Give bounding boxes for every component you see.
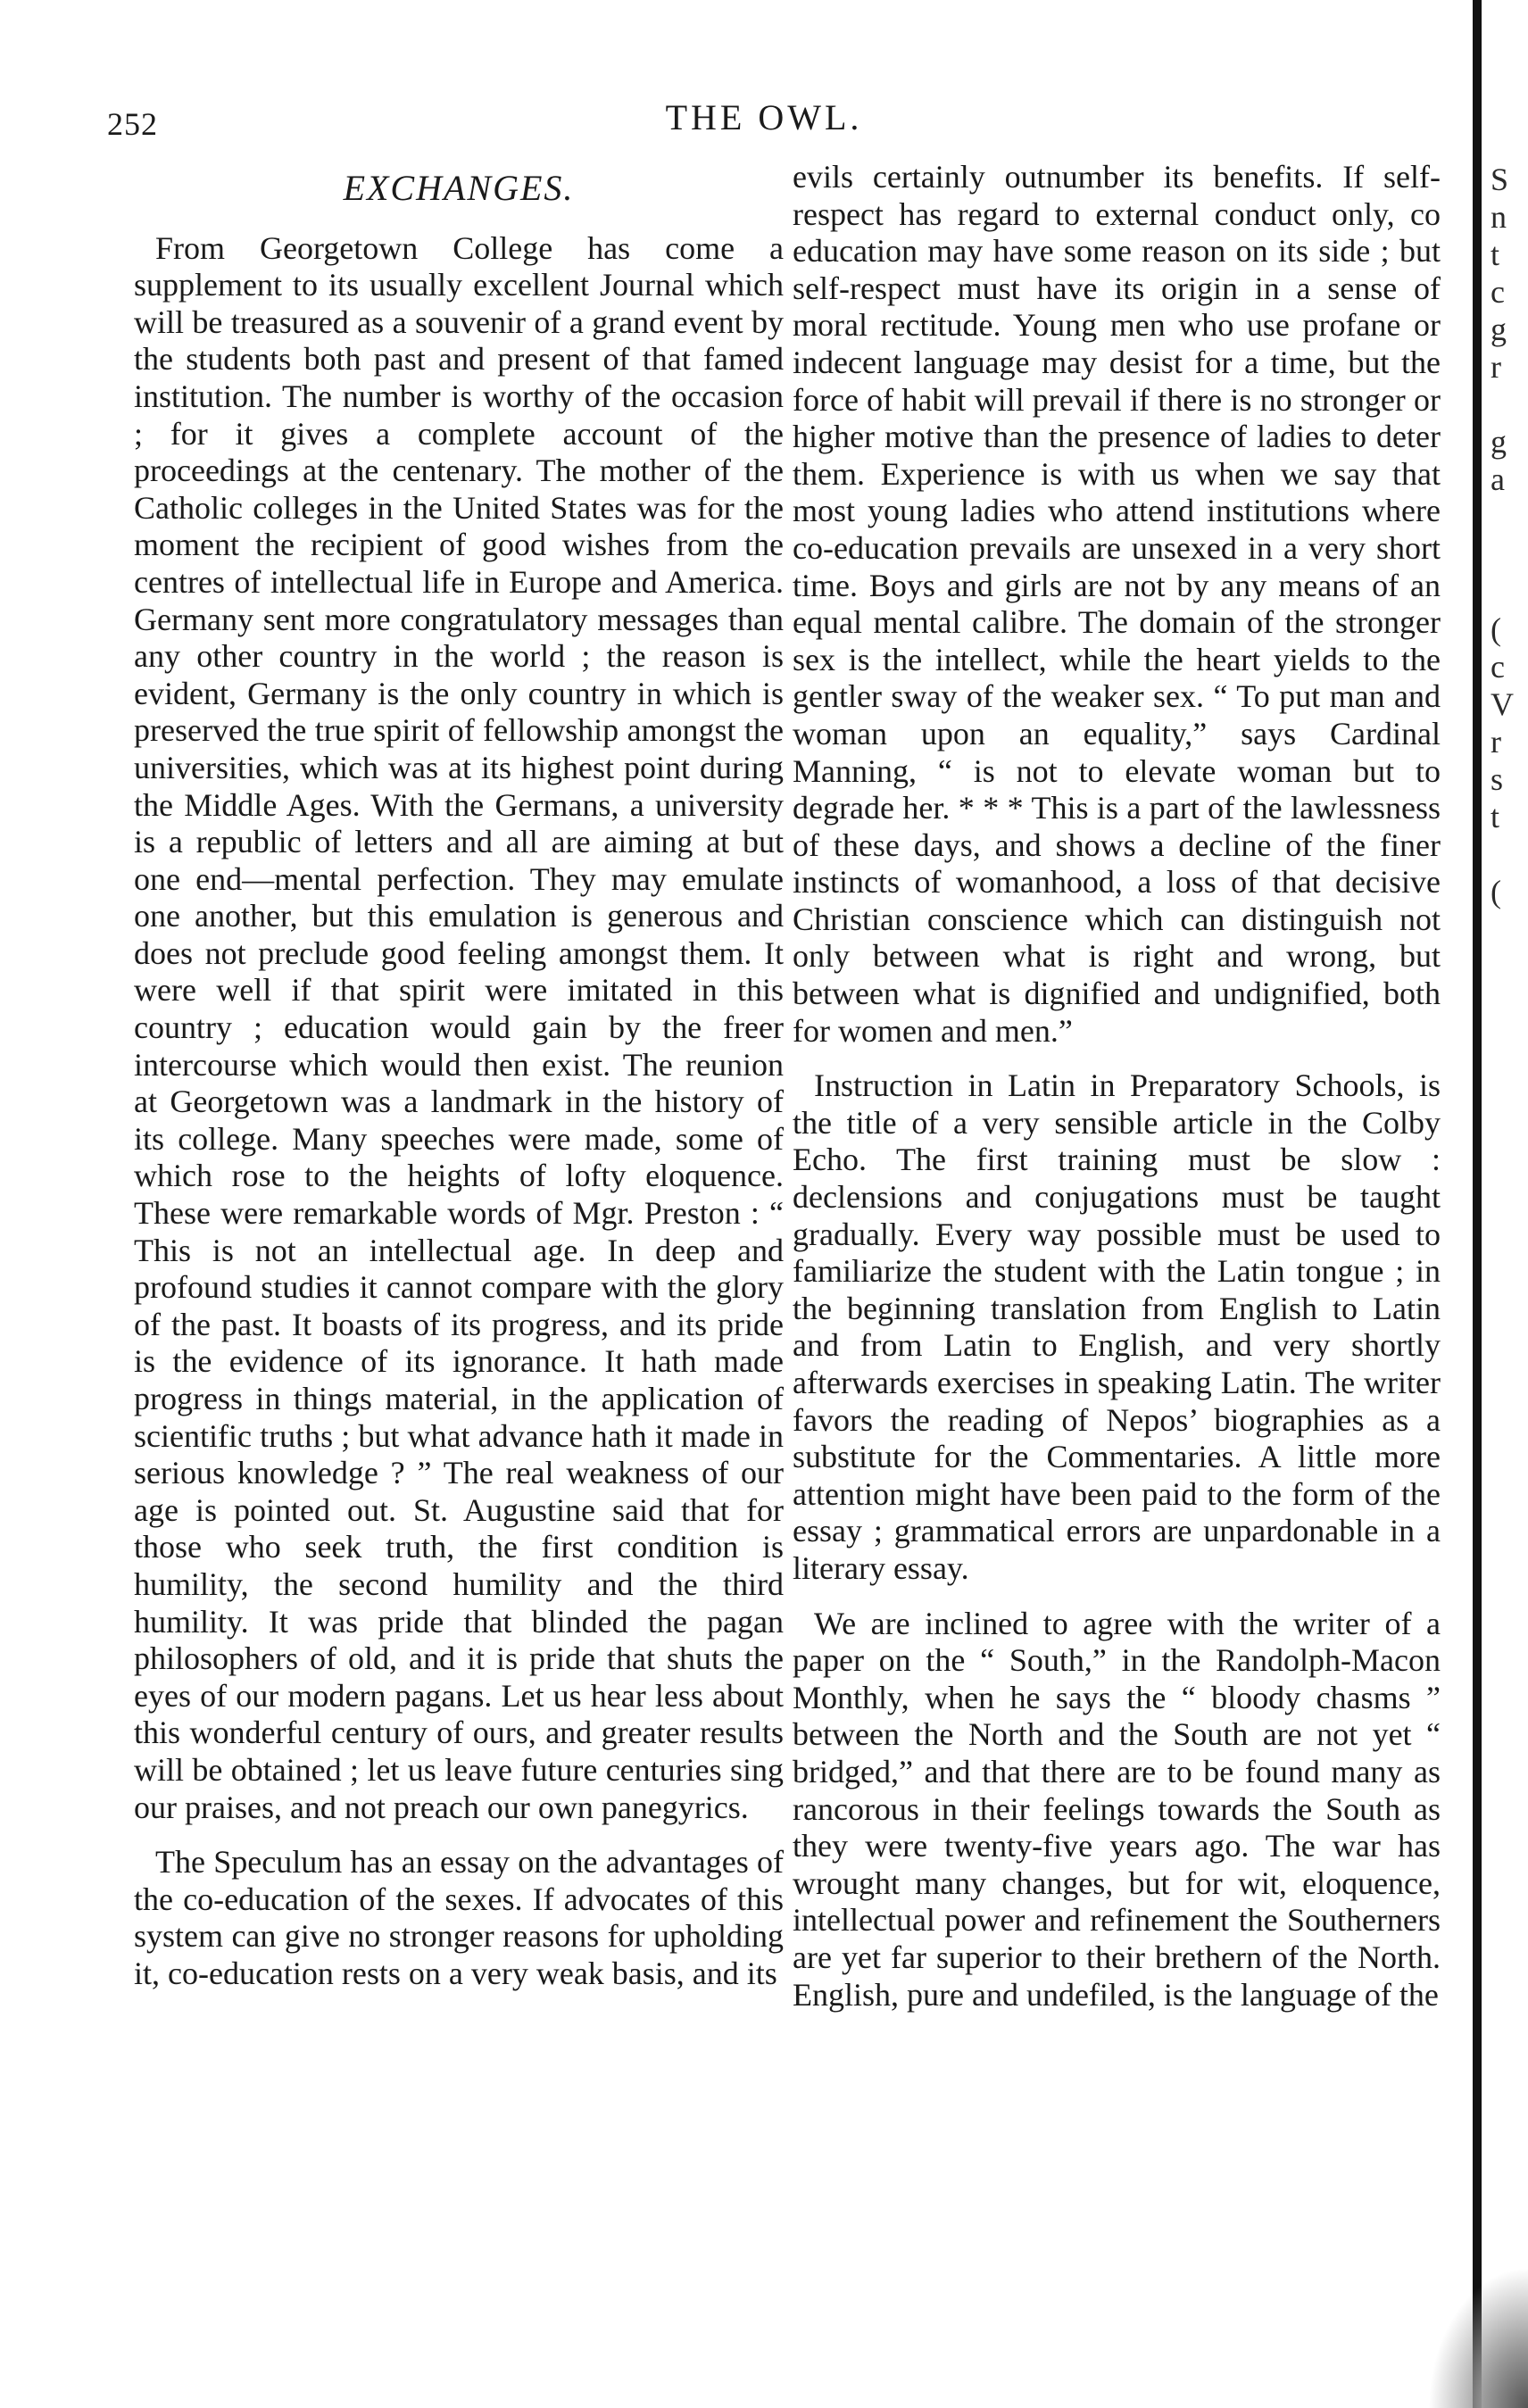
fragment-letters: S n t c g r g a ( c V r s t ( — [1491, 162, 1514, 909]
paragraph-speculum: The Speculum has an essay on the advantages of the co-education of the sexes. If advocates of this system can give no stronger reasons for upholding it, co-education rests on a very weak basis, and its — [134, 1844, 784, 1991]
running-head: THE OWL. — [665, 97, 863, 137]
page-number: 252 — [107, 106, 158, 142]
paragraph-coeducation: evils certainly outnumber its benefits. If self-respect has regard to external conduct only, co education may have some reason on its side ; but self-respect must have its origin in a sense of moral rectitude. Young men who use profane or indecent language may desist for a time, but the force of habit will prevail if there is no stronger or higher motive than the presence of ladies to deter them. Experience is with us when we say that most young ladies who attend institutions where co-education prevails are unsexed in a very short time. Boys and girls are not by any means of an equal mental calibre. The domain of the stronger sex is the intellect, while the heart yields to the gentler sway of the weaker sex. “ To put man and woman upon an equality,” says Cardinal Manning, “ is not to elevate woman but to degrade her. * * * This is a part of the lawlessness of these days, and shows a decline of the finer instincts of womanhood, a loss of that decisive Christian conscience which can distinguish not only between what is right and wrong, but between what is dignified and undignified, both for women and men.” — [793, 159, 1441, 1049]
page-binding-edge — [1473, 0, 1482, 2408]
paragraph-latin-instruction: Instruction in Latin in Preparatory Schools, is the title of a very sensible article in the Colby Echo. The first training must be slow : declensions and conjugations must be taught gradually. Every way possible must be used to familiarize the student with the Latin tongue ; in the beginning translation from English to Latin and from Latin to English, and very shortly afterwards exercises in speaking Latin. The writer favors the reading of Nepos’ biographies as a substitute for the Commentaries. A little more attention might have been paid to the form of the essay ; grammatical errors are unpardonable in a literary essay. — [793, 1067, 1441, 1586]
left-column — [134, 170, 784, 2011]
paragraph-south: We are inclined to agree with the writer of a paper on the “ South,” in the Randolph-Macon Monthly, when he says the “ bloody chasms ” between the North and the South are not yet “ bridged,” and that there are to be found many as rancorous in their feelings towards the South as they were twenty-five years ago. The war has wrought many changes, but for wit, eloquence, intellectual power and refinement the Southerners are yet far superior to their brethern of the North. English, pure and undefiled, is the language of the — [793, 1605, 1441, 2013]
paragraph-georgetown: From Georgetown College has come a supplement to its usually excellent Journal which will be treasured as a souvenir of a grand event by the students both past and present of that famed institution. The number is worthy of the occasion ; for it gives a complete account of the proceedings at the centenary. The mother of the Catholic colleges in the United States was for the moment the recipient of good wishes from the centres of intellectual life in Europe and America. Germany sent more congratulatory messages than any other country in the world ; the reason is evident, Germany is the only country in which is preserved the true spirit of fellowship amongst the universities, which was at its highest point during the Middle Ages. With the Germans, a university is a republic of letters and all are aiming at but one end—mental perfection. They may emulate one another, but this emulation is generous and does not preclude good feeling amongst them. It were well if that spirit were imitated in this country ; education would gain by the freer intercourse which would then exist. The reunion at Georgetown was a landmark in the history of its college. Many speeches were made, some of which rose to the heights of lofty eloquence. These were remarkable words of Mgr. Preston : “ This is not an intellectual age. In deep and profound studies it cannot compare with the glory of the past. It boasts of its progress, and its pride is the evidence of its ignorance. It hath made progress in things material, in the application of scientific truths ; but what advance hath it made in serious knowledge ? ” The real weakness of our age is pointed out. St. Augustine said that for those who seek truth, the first condition is humility, the second humility and the third humility. It was pride that blinded the pagan philosophers of old, and it is pride that shuts the eyes of our modern pagans. Let us hear less about this wonderful century of ours, and greater results will be obtained ; let us leave future centuries sing our praises, and not preach our own panegyrics. — [134, 229, 784, 1825]
right-column — [793, 159, 1441, 2031]
section-title: EXCHANGES. — [343, 168, 575, 208]
next-page-fragment — [1491, 161, 1528, 2408]
corner-shadow — [1428, 2267, 1528, 2408]
